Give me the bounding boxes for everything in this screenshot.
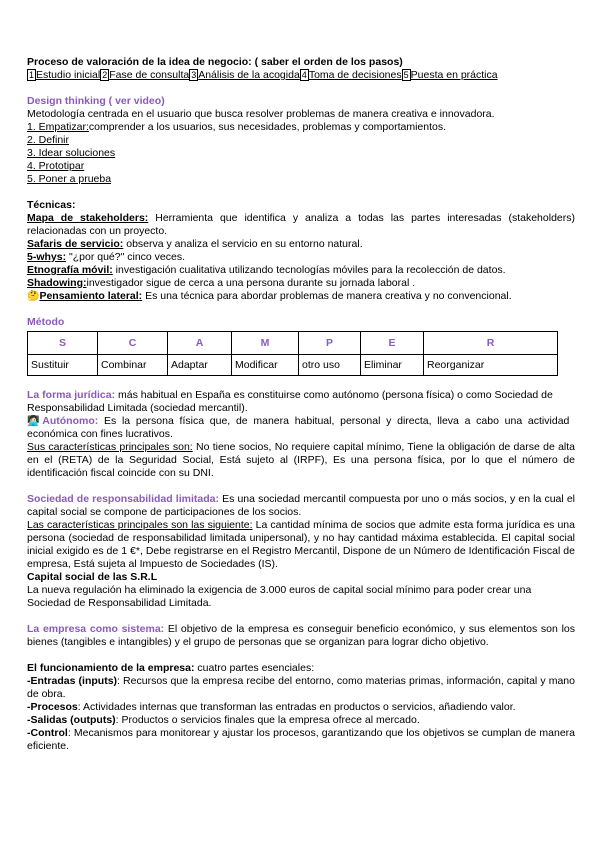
empresa-sistema-paragraph: La empresa como sistema: El objetivo de la empresa es conseguir beneficio económico, y sus elementos son los bienes (tangibles e intangibles) y el grupo de personas que se organizan para lograr dicho objetivo.: [27, 623, 575, 648]
scamper-word: Sustituir: [28, 355, 98, 376]
step-number: 4: [301, 70, 307, 80]
tecnica-5whys: 5-whys: "¿por qué?" cinco veces.: [27, 251, 186, 263]
technologist-icon: 👩🏻‍💻: [27, 416, 43, 427]
process-step: [100, 69, 189, 81]
process-step: [27, 69, 100, 81]
process-step: [300, 69, 402, 81]
design-item-5: 5. Poner a prueba: [27, 173, 112, 185]
metodo-heading: Método: [27, 316, 65, 328]
scamper-word: otro uso: [299, 355, 361, 376]
tecnica-stakeholders: Mapa de stakeholders: Herramienta que identifica y analiza a todas las partes interesadas (stakeholders) relacionadas con un proyecto.: [27, 212, 575, 237]
scamper-letter: R: [424, 332, 558, 355]
scamper-letter: C: [98, 332, 168, 355]
scamper-table: [27, 331, 558, 376]
tecnica-etnografia: Etnografía móvil: investigación cualitativa utilizando tecnologías móviles para la recolección de datos.: [27, 264, 506, 276]
scamper-letter: S: [28, 332, 98, 355]
funcionamiento-control: -Control: Mecanismos para monitorear y ajustar los procesos, garantizando que los objetivos se cumplan de manera eficiente.: [27, 727, 575, 752]
forma-juridica-paragraph: La forma jurídica: más habitual en España es constituirse como autónomo (persona física) o como Sociedad de Responsabilidad Limitada (sociedad mercantil).: [27, 389, 553, 414]
design-item-2: 2. Definir: [27, 134, 70, 146]
scamper-words-row: [28, 355, 558, 376]
process-step: [402, 69, 498, 81]
tecnica-pensamiento-lateral: 🤔Pensamiento lateral: Es una técnica para abordar problemas de manera creativa y no convencional.: [27, 290, 512, 302]
step-number: 1: [29, 70, 35, 80]
step-label: Análisis de la acogida: [198, 69, 300, 81]
document-page: [27, 56, 575, 753]
step-number: 5: [403, 70, 409, 80]
design-intro: Metodología centrada en el usuario que busca resolver problemas de manera creativa e innovadora.: [27, 108, 495, 120]
scamper-letter: A: [168, 332, 232, 355]
autonomo-paragraph: 👩🏻‍💻Autónomo: Es la persona física que, de manera habitual, personal y directa, lleva a cabo una actividad económica con fines lucrativos.: [27, 415, 570, 440]
step-label: Estudio inicial: [36, 69, 101, 81]
thinking-face-icon: 🤔: [27, 291, 40, 302]
scamper-word: Combinar: [98, 355, 168, 376]
scamper-letter: E: [361, 332, 424, 355]
scamper-word: Eliminar: [361, 355, 424, 376]
step-label: Puesta en práctica: [410, 69, 498, 81]
process-step: [189, 69, 300, 81]
funcionamiento-entradas: -Entradas (inputs): Recursos que la empresa recibe del entorno, como materias primas, información, capital y mano de obra.: [27, 675, 575, 700]
capital-social-heading: Capital social de las S.R.L: [27, 571, 158, 583]
step-label: Toma de decisiones: [308, 69, 402, 81]
scamper-word: Adaptar: [168, 355, 232, 376]
design-thinking-heading: Design thinking ( ver video): [27, 95, 165, 107]
scamper-letter: M: [232, 332, 299, 355]
autonomo-caracteristicas: Sus características principales son: No tiene socios, No requiere capital mínimo, Tiene la obligación de darse de alta en el (RETA) de la Seguridad Social, Está sujeto al (IRPF), Es una persona física, por lo que el número de identificación fiscal coincide con su DNI.: [27, 441, 575, 479]
scamper-word: Reorganizar: [424, 355, 558, 376]
design-item-1: 1. Empatizar:comprender a los usuarios, sus necesidades, problemas y comportamientos.: [27, 121, 447, 133]
tecnicas-heading: Técnicas:: [27, 199, 76, 211]
step-number: 3: [191, 70, 197, 80]
funcionamiento-heading: El funcionamiento de la empresa: cuatro partes esenciales:: [27, 662, 315, 674]
capital-social-text: La nueva regulación ha eliminado la exigencia de 3.000 euros de capital social mínimo para poder crear una Sociedad de Responsabilidad Limitada.: [27, 584, 532, 609]
design-item-4: 4. Prototipar: [27, 160, 85, 172]
srl-caracteristicas: Las características principales son las siguiente: La cantidad mínima de socios que admite esta forma jurídica es una persona (sociedad de responsabilidad limitada unipersonal), y no hay cantidad máxima establecida. El capital social inicial exigido es de 1 €*, Debe registrarse en el Registro Mercantil, Dispone de un Número de Identificación Fiscal de empresa, Está sujeta al Impuesto de Sociedades (IS).: [27, 519, 575, 570]
scamper-word: Modificar: [232, 355, 299, 376]
funcionamiento-salidas: -Salidas (outputs): Productos o servicios finales que la empresa ofrece al mercado.: [27, 714, 420, 726]
process-title: Proceso de valoración de la idea de negocio: ( saber el orden de los pasos): [27, 56, 403, 68]
scamper-letter: P: [299, 332, 361, 355]
step-label: Fase de consulta: [109, 69, 190, 81]
srl-paragraph: Sociedad de responsabilidad limitada: Es una sociedad mercantil compuesta por uno o más socios, y en la cual el capital social se compone de participaciones de los socios.: [27, 493, 575, 518]
scamper-letters-row: [28, 332, 558, 355]
tecnica-safaris: Safaris de servicio: observa y analiza el servicio en su entorno natural.: [27, 238, 363, 250]
funcionamiento-procesos: -Procesos: Actividades internas que transforman las entradas en productos o servicios, añadiendo valor.: [27, 701, 516, 713]
step-number: 2: [102, 70, 108, 80]
design-item-3: 3. Idear soluciones: [27, 147, 116, 159]
process-steps: [27, 69, 575, 82]
tecnica-shadowing: Shadowing:investigador sigue de cerca a una persona durante su jornada laboral .: [27, 277, 416, 289]
